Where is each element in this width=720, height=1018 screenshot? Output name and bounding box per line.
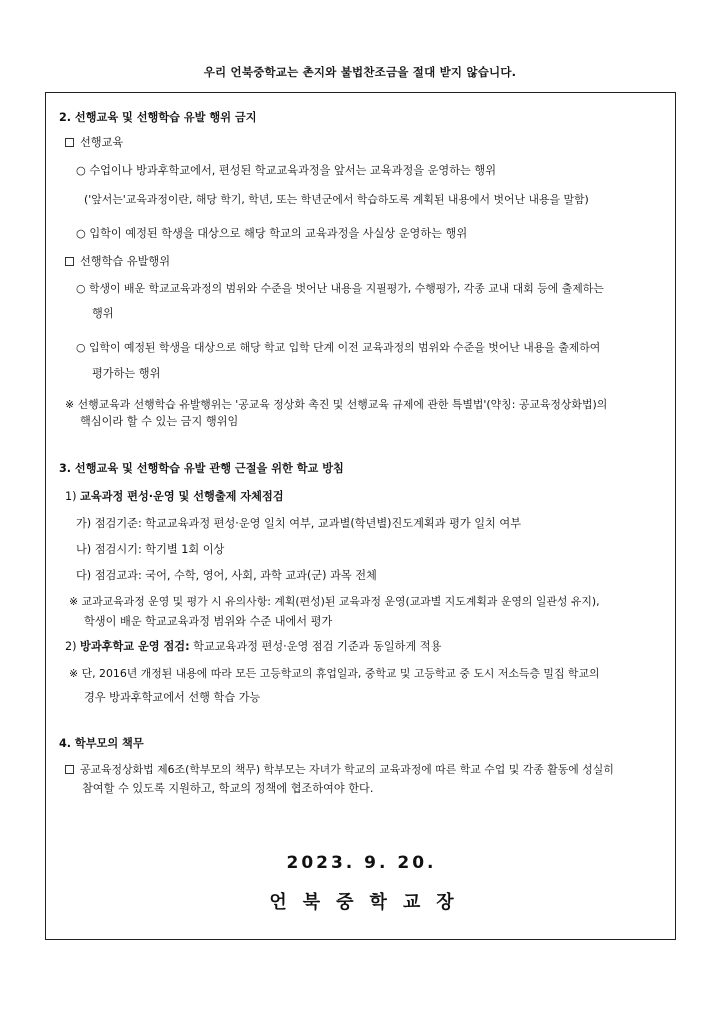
- section-3-sub2: [65, 639, 441, 655]
- section-2-a1-note: ('앞서는'교육과정이란, 해당 학기, 학년, 또는 학년군에서 학습하도록 계획된 내용에서 벗어난 내용을 말함): [84, 193, 589, 206]
- section-2-title: 2. 선행교육 및 선행학습 유발 행위 금지: [59, 111, 257, 124]
- section-4-title: 4. 학부모의 책무: [59, 737, 144, 750]
- section-3-sub1-note-line1: ※ 교과교육과정 운영 및 평가 시 유의사항: 계획(편성)된 교육과정 운영(교과별 지도계획과 운영의 일관성 유지),: [69, 595, 600, 608]
- checkbox-square-icon: [65, 138, 74, 147]
- section-2-note-line2: 핵심이라 할 수 있는 금지 행위임: [80, 415, 239, 428]
- section-2-item-b: [65, 254, 170, 270]
- section-3-sub1-note-line2: 학생이 배운 학교교육과정 범위와 수준 내에서 평가: [84, 615, 333, 628]
- notice-banner: 우리 언북중학교는 촌지와 불법찬조금을 절대 받지 않습니다.: [203, 65, 517, 79]
- section-2-b1-line2: 행위: [92, 307, 114, 320]
- section-3-sub2-note-line2: 경우 방과후학교에서 선행 학습 가능: [84, 691, 261, 704]
- document-date: 2023. 9. 20.: [286, 853, 437, 873]
- section-3-sub1-title: 교육과정 편성·운영 및 선행출제 자체점검: [80, 490, 284, 503]
- section-3-title: 3. 선행교육 및 선행학습 유발 관행 근절을 위한 학교 방침: [59, 462, 344, 475]
- section-3-sub1-b: 나) 점검시기: 학기별 1회 이상: [76, 543, 225, 556]
- section-3-sub2-title: 방과후학교 운영 점검:: [80, 640, 190, 653]
- section-2-b1-line1: ○ 학생이 배운 학교교육과정의 범위와 수준을 벗어난 내용을 지필평가, 수행평가, 각종 교내 대회 등에 출제하는: [76, 282, 604, 295]
- section-3-sub2-text: 학교교육과정 편성·운영 점검 기준과 동일하게 적용: [189, 640, 442, 653]
- section-3-sub1-c: 다) 점검교과: 국어, 수학, 영어, 사회, 과학 교과(군) 과목 전체: [76, 569, 377, 582]
- section-4-paragraph-line1: [65, 762, 614, 778]
- section-3-sub1-number: 1): [65, 490, 81, 503]
- section-2-item-a: [65, 135, 123, 151]
- checkbox-square-icon: [65, 257, 74, 266]
- section-2-a2: ○ 입학이 예정된 학생을 대상으로 해당 학교의 교육과정을 사실상 운영하는 행위: [76, 227, 468, 240]
- section-3-sub1: [65, 489, 284, 505]
- section-3-sub2-note-line1: ※ 단, 2016년 개정된 내용에 따라 모든 고등학교의 휴업일과, 중학교 및 고등학교 중 도시 저소득층 밀집 학교의: [69, 667, 600, 680]
- principal-signature: 언북중학교장: [269, 892, 470, 913]
- section-4-paragraph-line2: 참여할 수 있도록 지원하고, 학교의 정책에 협조하여야 한다.: [82, 782, 374, 795]
- section-3-sub1-a: 가) 점검기준: 학교교육과정 편성·운영 일치 여부, 교과별(학년별)진도계획과 평가 일치 여부: [76, 517, 522, 530]
- section-2-b2-line2: 평가하는 행위: [92, 367, 161, 380]
- section-2-item-a-label: 선행교육: [80, 136, 124, 149]
- section-4-paragraph-text: 공교육정상화법 제6조(학부모의 책무) 학부모는 자녀가 학교의 교육과정에 따른 학교 수업 및 각종 활동에 성실히: [80, 763, 614, 776]
- section-3-sub2-number: 2): [65, 640, 81, 653]
- section-2-item-b-label: 선행학습 유발행위: [80, 255, 171, 268]
- section-2-b2-line1: ○ 입학이 예정된 학생을 대상으로 해당 학교 입학 단계 이전 교육과정의 범위와 수준을 벗어난 내용을 출제하여: [76, 341, 601, 354]
- section-2-a1: ○ 수업이나 방과후학교에서, 편성된 학교교육과정을 앞서는 교육과정을 운영하는 행위: [76, 164, 497, 177]
- checkbox-square-icon: [65, 765, 74, 774]
- content-box: [45, 92, 676, 940]
- section-2-note-line1: ※ 선행교육과 선행학습 유발행위는 '공교육 정상화 촉진 및 선행교육 규제에 관한 특별법'(약칭: 공교육정상화법)의: [65, 398, 608, 411]
